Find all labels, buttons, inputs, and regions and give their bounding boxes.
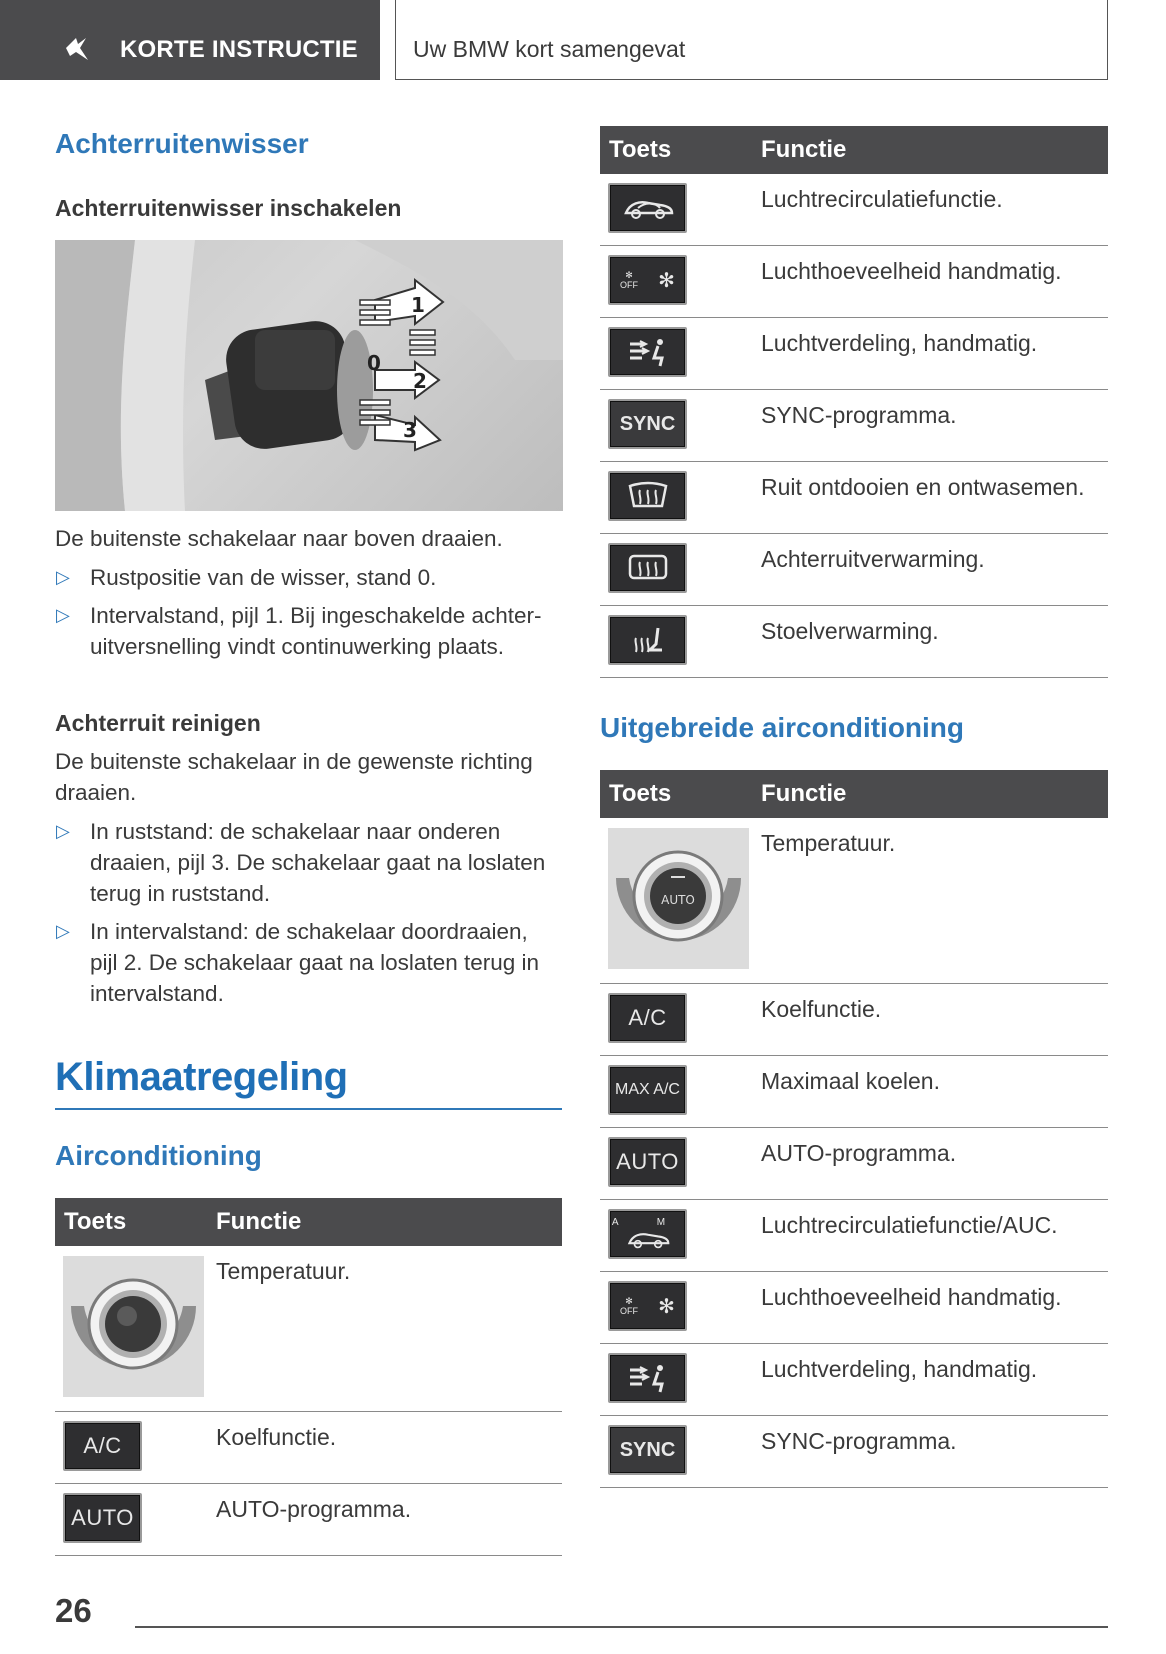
function-text: AUTO-programma.	[761, 1140, 957, 1166]
wiper-heading: Achterruitenwisser	[55, 128, 309, 159]
extended-ac-heading: Uitgebreide airconditioning	[600, 712, 965, 743]
auto-button-icon: AUTO	[608, 1137, 687, 1187]
fan-speed-icon: ✻ OFF ✻	[608, 255, 687, 305]
function-text: Maximaal koelen.	[761, 1068, 940, 1094]
seat-heating-icon	[608, 615, 687, 665]
table-row	[600, 818, 1108, 984]
col-header-key: Toets	[64, 1208, 127, 1235]
table-row	[600, 606, 1108, 678]
table-row	[600, 318, 1108, 390]
function-text: SYNC-programma.	[761, 402, 957, 428]
col-header-key: Toets	[609, 780, 672, 807]
climate-title: Klimaatregeling	[55, 1055, 348, 1099]
recirculation-icon	[608, 183, 687, 233]
table-row	[55, 1484, 562, 1556]
function-text: Luchtverdeling, handmatig.	[761, 1356, 1038, 1382]
temperature-knob-icon	[63, 1256, 204, 1397]
table-header	[600, 770, 1108, 818]
header-subtitle: Uw BMW kort samengevat	[413, 36, 686, 62]
table-row	[600, 246, 1108, 318]
function-text: AUTO-programma.	[216, 1496, 412, 1522]
sync-button-icon: SYNC	[608, 1425, 687, 1475]
page-number: 26	[55, 1592, 92, 1629]
function-text: Achterruitverwarming.	[761, 546, 985, 572]
col-header-key: Toets	[609, 136, 672, 163]
function-text: SYNC-programma.	[761, 1428, 957, 1454]
function-text: Luchthoeveelheid handmatig.	[761, 258, 1062, 284]
rear-window-heating-icon	[608, 543, 687, 593]
function-text: Temperatuur.	[761, 830, 896, 856]
table-row	[600, 1272, 1108, 1344]
quick-guide-icon	[62, 34, 92, 64]
sync-button-icon: SYNC	[608, 399, 687, 449]
arrow-label-1: 1	[411, 293, 425, 317]
col-header-function: Functie	[761, 780, 847, 807]
ac-table	[55, 1198, 562, 1556]
table-row	[55, 1246, 562, 1412]
section-tab	[0, 0, 380, 80]
table-header	[55, 1198, 562, 1246]
recirculation-auc-icon: A M	[608, 1209, 687, 1259]
position-label-0: 0	[367, 351, 381, 375]
ac-button-icon: A/C	[608, 993, 687, 1043]
right-top-table	[600, 126, 1108, 678]
bullet-triangle-icon: ▷	[56, 821, 70, 841]
max-ac-button-icon: MAX A/C	[608, 1065, 687, 1115]
function-text: Luchtverdeling, handmatig.	[761, 330, 1038, 356]
table-row	[600, 1056, 1108, 1128]
footer-rule	[135, 1626, 1108, 1628]
auto-button-icon: AUTO	[63, 1493, 142, 1543]
function-text: Luchtrecirculatiefunctie/AUC.	[761, 1212, 1058, 1238]
table-row	[600, 174, 1108, 246]
bullet-triangle-icon: ▷	[56, 605, 70, 625]
section-title: KORTE INSTRUCTIE	[120, 36, 358, 63]
bullet-interval: ▷ Intervalstand, pijl 1. Bij ingeschakelde achter- uitversnelling vindt continuwerking plaats.	[90, 600, 542, 662]
bullet-triangle-icon: ▷	[56, 921, 70, 941]
rear-clean-subheading: Achterruit reinigen	[55, 710, 261, 736]
function-text: Luchthoeveelheid handmatig.	[761, 1284, 1062, 1310]
table-row	[600, 1128, 1108, 1200]
function-text: Luchtrecirculatiefunctie.	[761, 186, 1003, 212]
ac-button-icon: A/C	[63, 1421, 142, 1471]
bullet-rest-position: ▷ Rustpositie van de wisser, stand 0.	[90, 562, 436, 593]
bullet-rest-clean: ▷ In ruststand: de schakelaar naar onderen draaien, pijl 3. De schakelaar gaat na loslaten terug in ruststand.	[90, 816, 545, 909]
defrost-windshield-icon	[608, 471, 687, 521]
wiper-intro: De buitenste schakelaar naar boven draaien.	[55, 526, 503, 551]
function-text: Temperatuur.	[216, 1258, 351, 1284]
temperature-knob-auto-icon	[608, 828, 749, 969]
function-text: Koelfunctie.	[216, 1424, 337, 1450]
fan-speed-icon: ✻ OFF ✻	[608, 1281, 687, 1331]
table-row	[600, 534, 1108, 606]
table-row	[600, 390, 1108, 462]
air-distribution-icon	[608, 327, 687, 377]
wiper-on-subheading: Achterruitenwisser inschakelen	[55, 195, 402, 221]
table-row	[600, 984, 1108, 1056]
ac-heading: Airconditioning	[55, 1140, 262, 1171]
wiper-lever-illustration	[55, 240, 563, 511]
table-row	[600, 1344, 1108, 1416]
bullet-interval-clean: ▷ In intervalstand: de schakelaar doordraaien, pijl 2. De schakelaar gaat na loslaten terug in intervalstand.	[90, 916, 539, 1009]
col-header-function: Functie	[761, 136, 847, 163]
table-row	[600, 1200, 1108, 1272]
function-text: Stoelverwarming.	[761, 618, 939, 644]
extended-ac-table	[600, 770, 1108, 1488]
table-row	[55, 1412, 562, 1484]
table-row	[600, 462, 1108, 534]
arrow-label-3: 3	[403, 418, 417, 442]
air-distribution-icon	[608, 1353, 687, 1403]
function-text: Ruit ontdooien en ontwasemen.	[761, 474, 1085, 500]
col-header-function: Functie	[216, 1208, 302, 1235]
wiper-lever-figure	[55, 240, 563, 511]
table-header	[600, 126, 1108, 174]
title-rule	[55, 1108, 562, 1110]
table-row	[600, 1416, 1108, 1488]
rear-clean-intro: De buitenste schakelaar in de gewenste richting draaien.	[55, 749, 533, 805]
function-text: Koelfunctie.	[761, 996, 882, 1022]
bullet-triangle-icon: ▷	[56, 567, 70, 587]
svg-text:AUTO: AUTO	[661, 893, 695, 907]
arrow-label-2: 2	[413, 369, 427, 393]
